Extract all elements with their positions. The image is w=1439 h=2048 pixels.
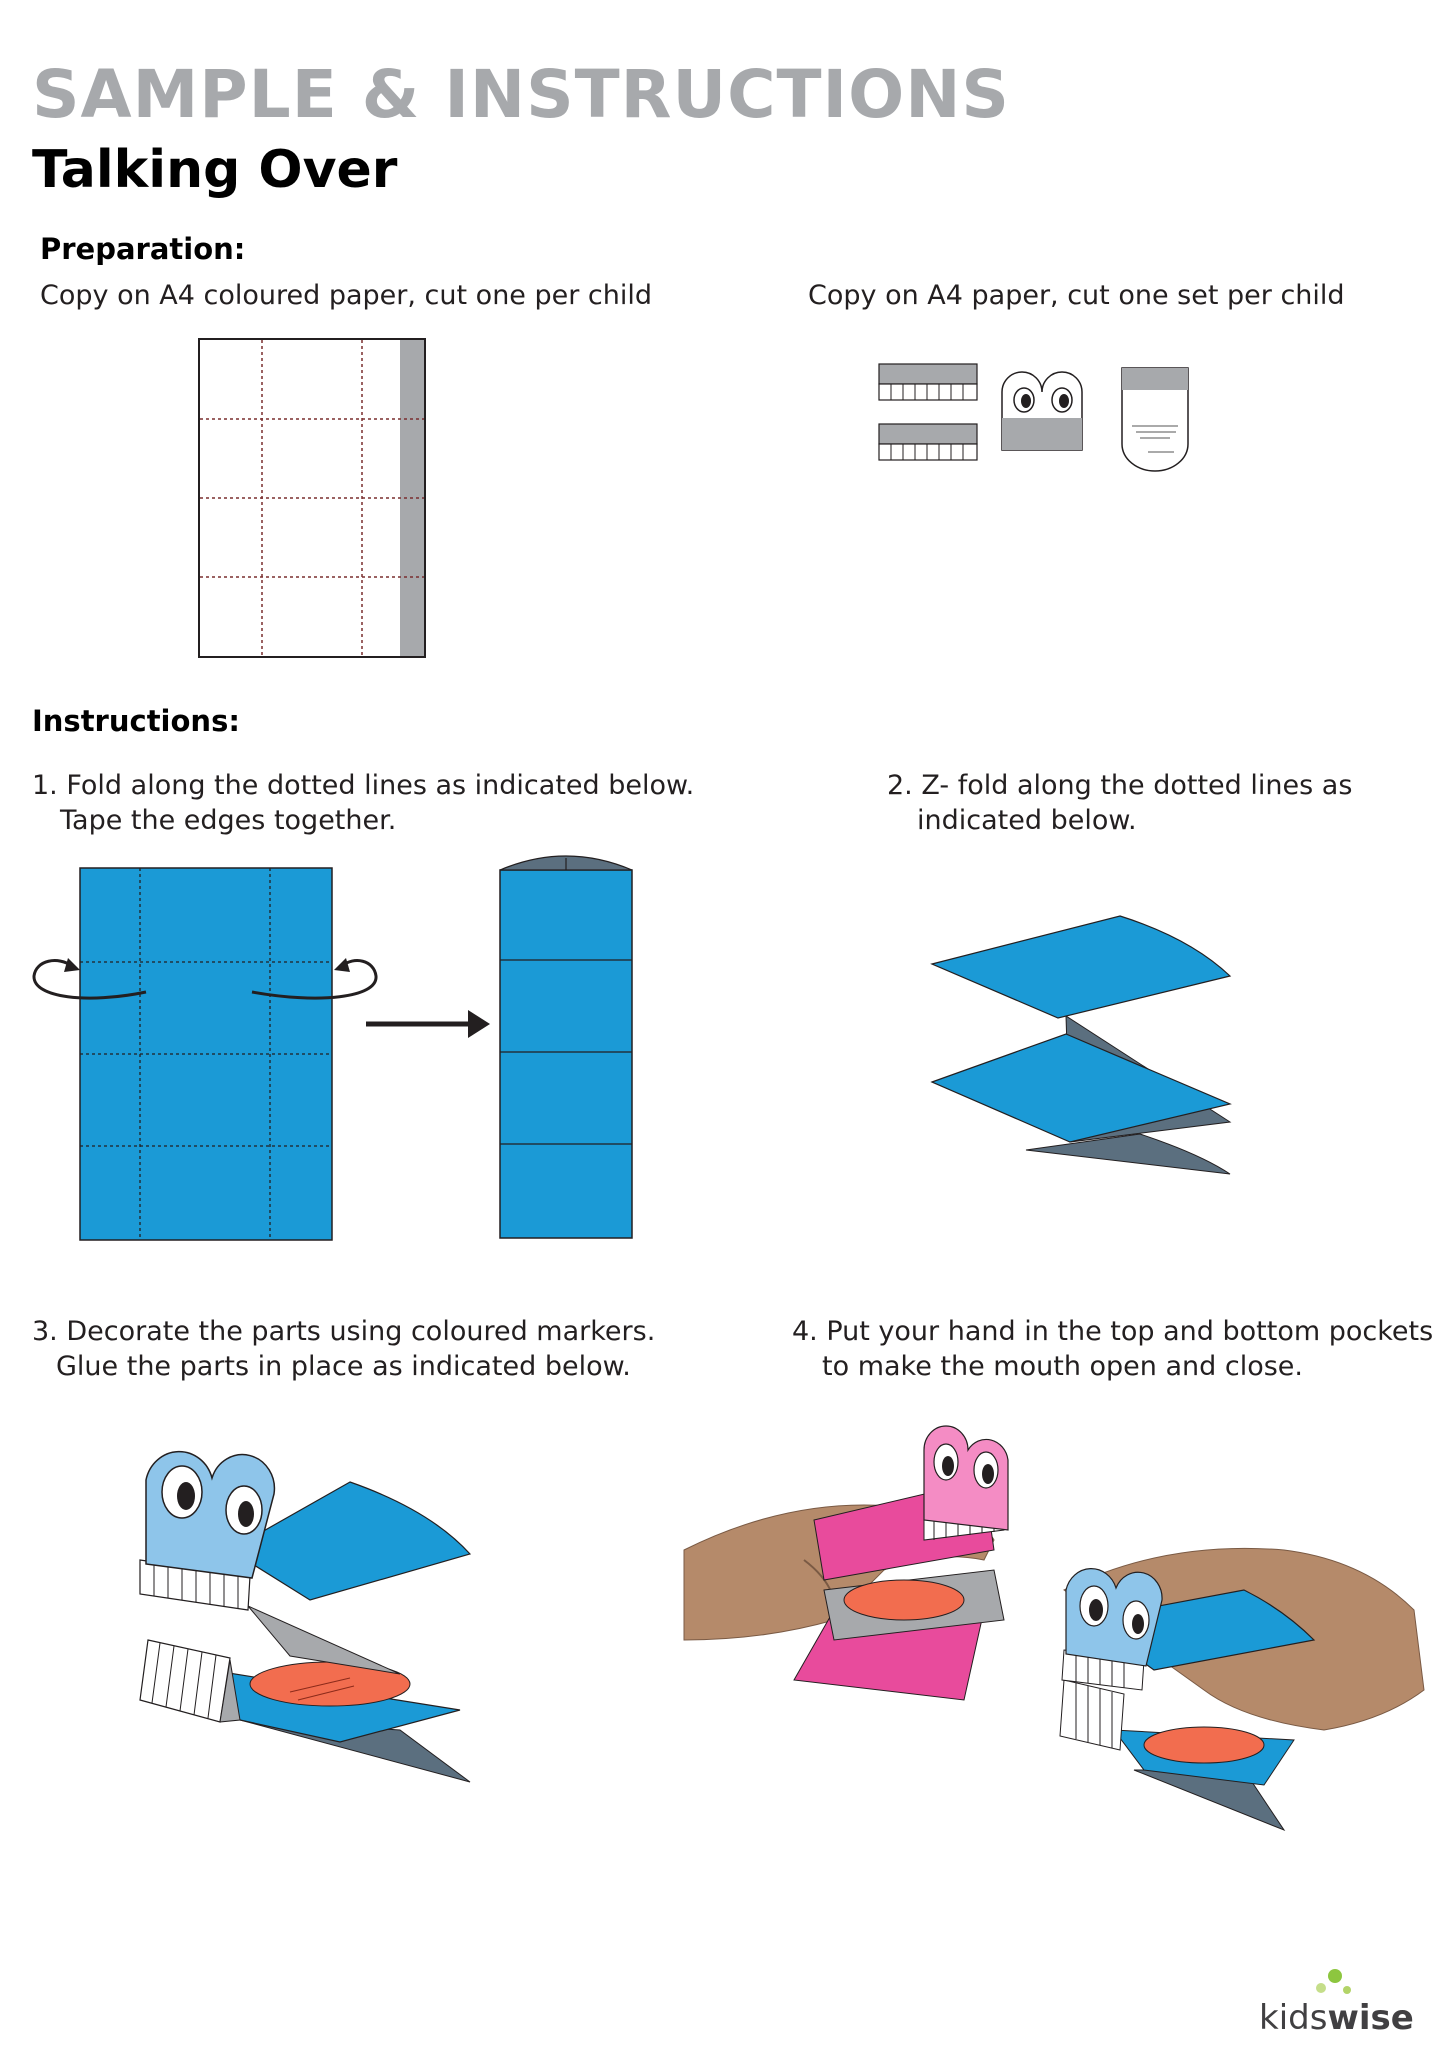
step-4-line-2: to make the mouth open and close. [822, 1351, 1303, 1382]
logo-dots-icon [1311, 1968, 1355, 1998]
preparation-right-text: Copy on A4 paper, cut one set per child [808, 280, 1345, 311]
page-title: SAMPLE & INSTRUCTIONS [32, 56, 1010, 133]
teeth-strip-bottom [879, 424, 977, 460]
step-1-line-1: 1. Fold along the dotted lines as indicated below. [32, 770, 695, 801]
preparation-left-text: Copy on A4 coloured paper, cut one per child [40, 280, 653, 311]
step-2-line-1: 2. Z- fold along the dotted lines as [887, 770, 1353, 801]
step-3-puppet-diagram [140, 1430, 490, 1800]
kidswise-logo [1259, 1968, 1414, 2038]
step-1-line-2: Tape the edges together. [60, 805, 397, 836]
right-arrow-icon [468, 1010, 490, 1038]
step-2-zfold-diagram [930, 910, 1250, 1180]
teeth-strip-top [879, 364, 977, 400]
tongue-piece [1122, 368, 1188, 471]
eyes-piece [1002, 372, 1082, 450]
preparation-heading: Preparation: [40, 232, 246, 266]
step-3-line-1: 3. Decorate the parts using coloured markers. [32, 1316, 656, 1347]
brand-suffix: wise [1327, 1998, 1414, 2038]
template-sheet-diagram [198, 338, 428, 660]
step-2-line-2: indicated below. [917, 805, 1137, 836]
instructions-heading: Instructions: [32, 704, 240, 738]
step-3-line-2: Glue the parts in place as indicated below. [56, 1351, 631, 1382]
cutout-parts-diagram [878, 362, 1198, 474]
step-4-hands-diagram [684, 1440, 1424, 1860]
page-subtitle: Talking Over [32, 140, 398, 200]
pink-puppet [794, 1426, 1008, 1700]
step-1-fold-diagram [28, 848, 648, 1248]
step-4-line-1: 4. Put your hand in the top and bottom pockets [792, 1316, 1434, 1347]
brand-prefix: kids [1259, 1998, 1328, 2038]
